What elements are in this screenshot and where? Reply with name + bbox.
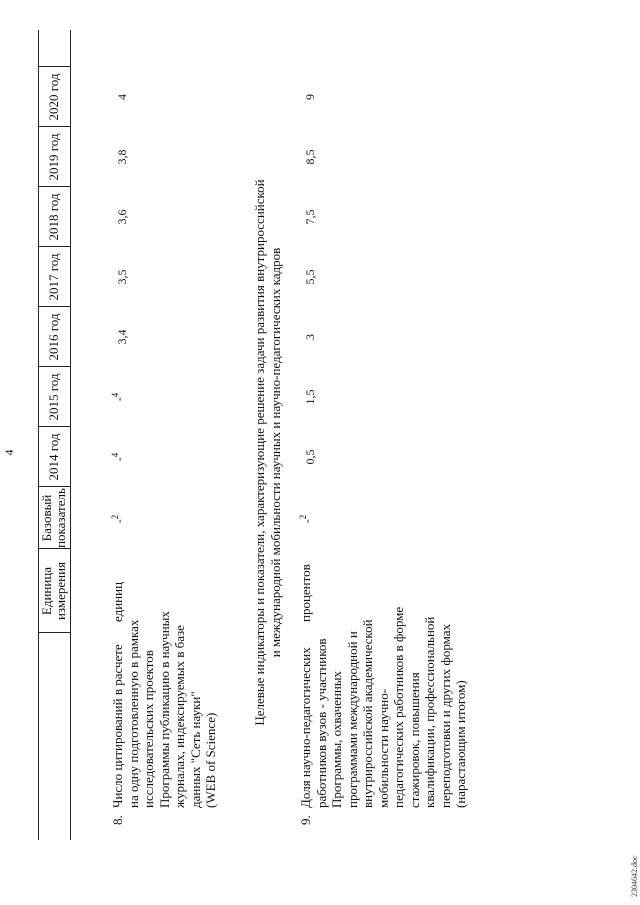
column-header-base: Базовый показатель <box>39 488 68 548</box>
indicator-name: Число цитирований в расчете на одну подготовленную в рамках исследовательских проектов Программы публикацию в научных журналах, индексируемых в базе данных "Сеть науки" (WEB of Science) <box>110 611 218 808</box>
row-number: 8. <box>110 815 125 825</box>
indicator-name: Доля научно-педагогических работников вузов - участников Программы, охваченных программами международной и внутрироссийской академической мобильности научно- педагогических работников в форме стажировок, повышения квалификации, профессиональной переподготовки и других формах (нарастающим итогом) <box>298 606 468 808</box>
row-number: 9. <box>298 815 313 825</box>
column-header-unit: Единица измерения <box>39 561 68 621</box>
year-value: 3 <box>303 334 317 340</box>
year-value: 0,5 <box>303 449 317 465</box>
header-bottom-border <box>70 30 71 840</box>
year-value: -$^4$ <box>110 392 126 402</box>
year-value: 3,5 <box>115 269 129 285</box>
column-header-year: 2018 год <box>46 193 61 241</box>
year-value: 3,8 <box>115 149 129 165</box>
base-value: -$^2$ <box>298 514 314 524</box>
unit-value: единиц <box>110 581 125 622</box>
column-header-year: 2015 год <box>46 373 61 421</box>
column-header-year: 2016 год <box>46 313 61 361</box>
column-header-year: 2017 год <box>46 253 61 301</box>
year-value: 3,6 <box>115 209 129 225</box>
year-value: 7,5 <box>303 209 317 225</box>
year-value: 8,5 <box>303 149 317 165</box>
section-title: Целевые индикаторы и показатели, характеризующие решение задачи развития внутрироссийской и международной мобильности научных и научно-педагогических кадров <box>252 179 283 726</box>
year-value: 9 <box>303 94 317 100</box>
column-header-year: 2020 год <box>46 73 61 121</box>
year-value: 5,5 <box>303 269 317 285</box>
header-top-border <box>38 30 39 840</box>
column-header-year: 2019 год <box>46 133 61 181</box>
year-value: 4 <box>115 94 129 100</box>
unit-value: процентов <box>298 564 313 622</box>
column-header-year: 2014 год <box>46 433 61 481</box>
page-number: 4 <box>2 449 16 456</box>
year-value: -$^4$ <box>110 452 126 462</box>
base-value: -$^2$ <box>110 514 126 524</box>
year-value: 3,4 <box>115 329 129 345</box>
document-filename: 2304642.doc <box>630 855 639 897</box>
year-value: 1,5 <box>303 389 317 405</box>
